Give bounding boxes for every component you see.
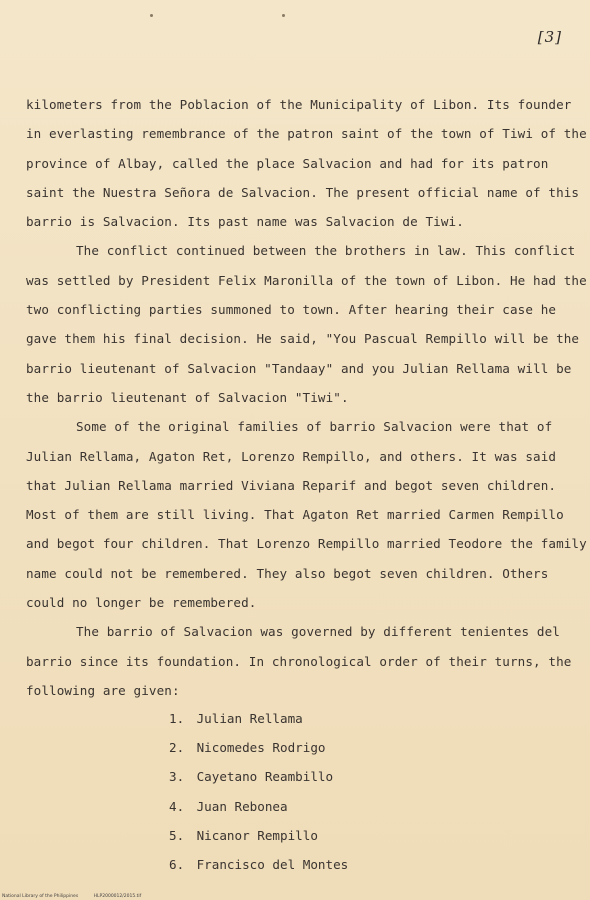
text-line: barrio is Salvacion. Its past name was Salvacion de Tiwi. bbox=[26, 214, 464, 230]
text-line: Some of the original families of barrio Salvacion were that of bbox=[76, 419, 553, 435]
list-item bbox=[169, 850, 348, 879]
text-line: the barrio lieutenant of Salvacion "Tiwi". bbox=[26, 389, 349, 405]
list-item bbox=[169, 704, 348, 733]
text-line: was settled by President Felix Maronilla of the town of Libon. He had the bbox=[26, 272, 587, 288]
file-name: HLP2000012/2015.tif bbox=[93, 894, 142, 899]
text-line: The barrio of Salvacion was governed by different tenientes del bbox=[76, 624, 560, 640]
tenientes-list bbox=[169, 704, 348, 879]
text-line: kilometers from the Poblacion of the Municipality of Libon. Its founder bbox=[26, 97, 572, 112]
list-name: Francisco del Montes bbox=[196, 856, 349, 872]
text-line: barrio since its foundation. In chronological order of their turns, the bbox=[26, 653, 572, 669]
paper-speck bbox=[282, 14, 285, 17]
text-line: in everlasting remembrance of the patron saint of the town of Tiwi of the bbox=[26, 126, 587, 142]
page-number: [3] bbox=[537, 28, 562, 46]
library-credit: National Library of the Philippines bbox=[2, 894, 79, 899]
text-line: gave them his final decision. He said, "You Pascual Rempillo will be the bbox=[26, 331, 580, 347]
text-line: that Julian Rellama married Viviana Reparif and begot seven children. bbox=[26, 477, 557, 493]
body-text bbox=[26, 90, 587, 705]
text-line: saint the Nuestra Señora de Salvacion. The present official name of this bbox=[26, 184, 580, 200]
list-name: Nicomedes Rodrigo bbox=[196, 740, 326, 756]
list-name: Cayetano Reambillo bbox=[196, 769, 334, 785]
list-number: 5. bbox=[169, 827, 185, 843]
list-number: 3. bbox=[169, 769, 185, 785]
list-number: 2. bbox=[169, 740, 185, 756]
list-item bbox=[169, 733, 348, 762]
paper-speck bbox=[150, 14, 153, 17]
scan-footer bbox=[2, 894, 155, 899]
list-item bbox=[169, 762, 348, 791]
list-number: 6. bbox=[169, 856, 185, 872]
text-line: province of Albay, called the place Salvacion and had for its patron bbox=[26, 155, 549, 171]
list-number: 1. bbox=[169, 711, 185, 726]
text-line: could no longer be remembered. bbox=[26, 595, 257, 611]
list-item bbox=[169, 792, 348, 821]
text-line: barrio lieutenant of Salvacion "Tandaay" and you Julian Rellama will be bbox=[26, 360, 572, 376]
list-item bbox=[169, 821, 348, 850]
list-name: Julian Rellama bbox=[196, 711, 303, 726]
text-line: following are given: bbox=[26, 682, 180, 698]
text-line: and begot four children. That Lorenzo Rempillo married Teodore the family bbox=[26, 536, 587, 552]
text-line: name could not be remembered. They also begot seven children. Others bbox=[26, 565, 549, 581]
list-number: 4. bbox=[169, 798, 185, 814]
list-name: Nicanor Rempillo bbox=[196, 827, 318, 843]
text-line: Julian Rellama, Agaton Ret, Lorenzo Rempillo, and others. It was said bbox=[26, 448, 557, 464]
text-line: two conflicting parties summoned to town. After hearing their case he bbox=[26, 302, 557, 318]
list-name: Juan Rebonea bbox=[196, 798, 288, 814]
text-line: The conflict continued between the brothers in law. This conflict bbox=[76, 243, 576, 259]
text-line: Most of them are still living. That Agaton Ret married Carmen Rempillo bbox=[26, 507, 564, 523]
